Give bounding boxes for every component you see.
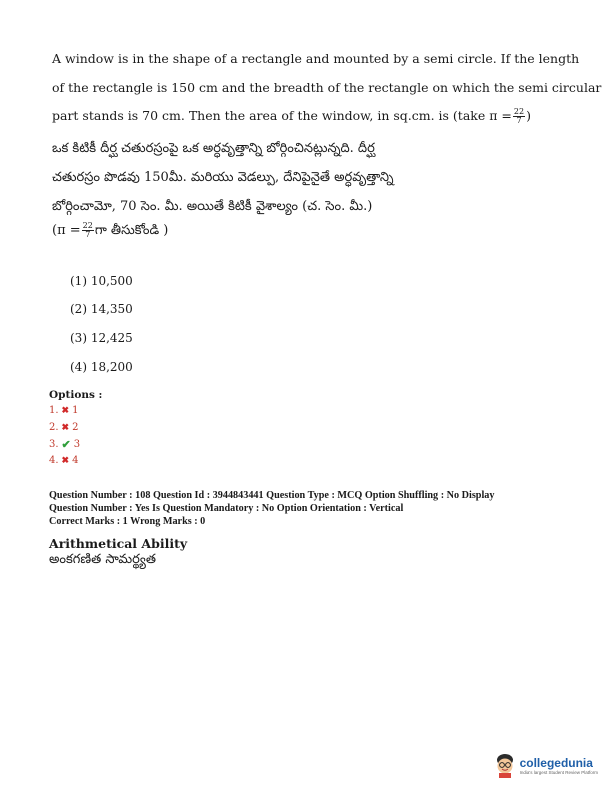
cross-icon: ✖ bbox=[61, 422, 70, 433]
pi-numerator: 22 bbox=[513, 107, 525, 116]
pi-denominator-te: 7 bbox=[85, 230, 91, 239]
option-item-2 bbox=[49, 422, 78, 433]
option-item-3 bbox=[49, 438, 80, 451]
option-item-1 bbox=[49, 405, 78, 416]
logo-tagline: India's largest Student Review Platform bbox=[519, 769, 598, 775]
section-title: Arithmetical Ability bbox=[49, 536, 188, 551]
pi-fraction bbox=[513, 108, 525, 125]
question-meta bbox=[49, 489, 494, 528]
question-meta-line2: Question Number : Yes Is Question Mandatory : No Option Orientation : Vertical bbox=[49, 503, 404, 515]
choice-3: (3) 12,425 bbox=[70, 331, 133, 345]
option-number: 1. bbox=[49, 405, 59, 416]
option-value: 1 bbox=[72, 405, 79, 416]
pi-fraction-te bbox=[82, 222, 94, 239]
question-text-en-line3 bbox=[52, 108, 531, 125]
pi-denominator: 7 bbox=[516, 116, 522, 125]
question-text-en-line3-main: part stands is 70 cm. Then the area of the window, in sq.cm. is (take π = bbox=[52, 108, 512, 123]
section-title-te: అంకగణిత సామర్థ్యత bbox=[49, 552, 157, 567]
option-number: 3. bbox=[49, 439, 59, 450]
pi-numerator-te: 22 bbox=[82, 221, 93, 230]
choice-2: (2) 14,350 bbox=[70, 302, 133, 316]
question-text-te-line3: బోర్గించామో, 70 సెం. మీ. అయితే కిటికీ వైశాల్యం (చ. సెం. మీ.) bbox=[52, 199, 373, 214]
question-meta-line3: Correct Marks : 1 Wrong Marks : 0 bbox=[49, 516, 206, 528]
question-text-te-line4-rest: గా తీసుకోండి ) bbox=[94, 223, 169, 238]
cross-icon: ✖ bbox=[61, 455, 70, 466]
question-text-te-line2: చతురస్రం పొడవు 150మీ. మరియు వెడల్పు, దేనిపైనైతే అర్ధవృత్తాన్ని bbox=[52, 170, 394, 185]
question-text-en-line1: A window is in the shape of a rectangle and mounted by a semi circle. If the length bbox=[52, 51, 580, 66]
choice-4: (4) 18,200 bbox=[70, 360, 133, 374]
question-text-te-line4-open: (π = bbox=[52, 223, 81, 238]
option-number: 4. bbox=[49, 455, 59, 466]
collegedunia-logo bbox=[494, 752, 598, 778]
logo-wordmark: collegedunia bbox=[519, 755, 593, 770]
question-text-en-line2: of the rectangle is 150 cm and the breadth of the rectangle on which the semi circular bbox=[52, 80, 602, 95]
checkmark-icon: ✔ bbox=[61, 438, 71, 451]
option-value: 2 bbox=[72, 422, 79, 433]
option-number: 2. bbox=[49, 422, 59, 433]
mascot-icon bbox=[494, 752, 516, 778]
option-value: 3 bbox=[73, 439, 81, 450]
cross-icon: ✖ bbox=[61, 405, 70, 416]
option-value: 4 bbox=[72, 455, 79, 466]
question-text-te-line1: ఒక కిటికీ దీర్ఘ చతురస్రంపై ఒక అర్ధవృత్తాన్ని బోర్గించినట్లున్నది. దీర్ఘ bbox=[52, 141, 375, 156]
question-text-te-line4 bbox=[52, 222, 168, 239]
option-item-4 bbox=[49, 455, 78, 466]
options-title: Options : bbox=[49, 389, 103, 401]
question-meta-line1: Question Number : 108 Question Id : 3944843441 Question Type : MCQ Option Shuffling : No Display bbox=[49, 490, 495, 501]
question-text-en-line3-close: ) bbox=[526, 108, 531, 123]
choice-1: (1) 10,500 bbox=[70, 274, 133, 288]
